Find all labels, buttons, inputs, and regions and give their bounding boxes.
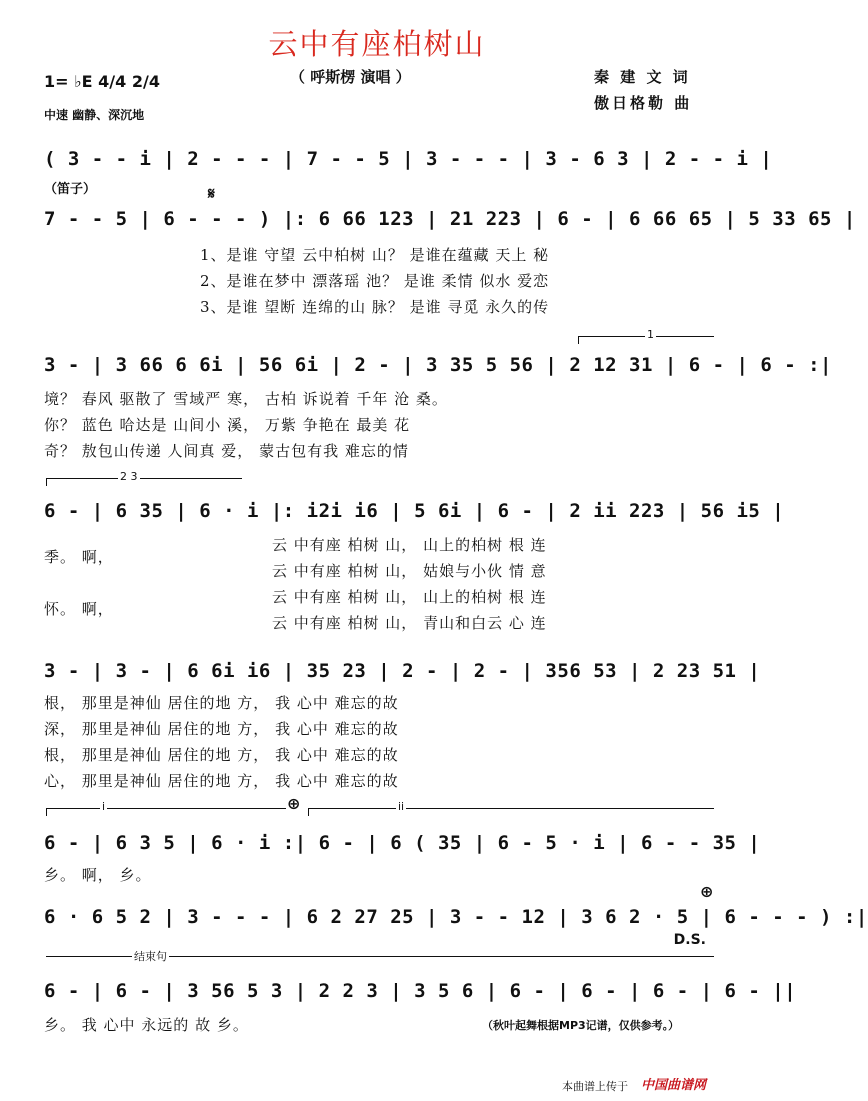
lyric-section-2: 深， 那里是神仙 居住的地 方， 我 心中 难忘的故 (44, 720, 399, 738)
lyric-section-3: 根， 那里是神仙 居住的地 方， 我 心中 难忘的故 (44, 746, 399, 764)
music-line-4: 6 - | 6 35 | 6 · i |: i2i i6 | 5 6i | 6 - | 2 ii 223 | 56 i5 | (44, 500, 785, 522)
transcription-remark: （秋叶起舞根据MP3记谱，仅供参考。） (482, 1019, 680, 1032)
lyric-final: 乡。 我 心中 永远的 故 乡。 (44, 1016, 249, 1034)
performer: （ 呼斯楞 演唱 ） (290, 68, 411, 86)
instrument-label: （笛子） (44, 182, 97, 197)
segno-sign: 𝄋 (208, 184, 215, 203)
lyric-verse-2b: 你？ 蓝色 哈达是 山间小 溪， 万紫 争艳在 最美 花 (44, 416, 411, 434)
key-signature: 1= ♭E 4/4 2/4 (44, 72, 160, 91)
lyric-section-1: 根， 那里是神仙 居住的地 方， 我 心中 难忘的故 (44, 694, 399, 712)
volta-1-tick (578, 336, 579, 344)
volta-i-label: i (102, 800, 106, 813)
dal-segno: D.S. (673, 932, 706, 948)
lyric-verse-1b: 境？ 春风 驱散了 雪域严 寒， 古柏 诉说着 千年 沧 桑。 (44, 390, 448, 408)
ending-label: 结束句 (134, 950, 167, 963)
chorus-lead-1: 季。 啊， (44, 548, 114, 566)
volta-i-tick (46, 808, 47, 816)
song-title: 云中有座柏树山 (268, 27, 486, 61)
lyric-section-4: 心， 那里是神仙 居住的地 方， 我 心中 难忘的故 (44, 772, 399, 790)
music-line-1: ( 3 - - i | 2 - - - | 7 - - 5 | 3 - - - | 3 - 6 3 | 2 - - i | (44, 148, 773, 170)
music-line-7: 6 · 6 5 2 | 3 - - - | 6 2 27 25 | 3 - - 12 | 3 6 2 · 5 | 6 - - - ) :| (44, 906, 868, 928)
music-line-5: 3 - | 3 - | 6 6i i6 | 35 23 | 2 - | 2 - | 356 53 | 2 23 51 | (44, 660, 761, 682)
volta-23-label: 2 3 (120, 470, 138, 483)
volta-i-bracket (46, 808, 286, 809)
coda-sign-1: ⊕ (287, 794, 301, 813)
refrain-line-1: 云 中有座 柏树 山， 山上的柏树 根 连 (272, 536, 547, 554)
lyric-verse-3b: 奇？ 敖包山传递 人间真 爱， 蒙古包有我 难忘的情 (44, 442, 409, 460)
volta-ii-label: ii (398, 800, 405, 813)
lyric-verse-3a: 3、是谁 望断 连绵的山 脉？ 是谁 寻觅 永久的传 (200, 298, 550, 316)
volta-23-bracket (46, 478, 242, 479)
music-line-3: 3 - | 3 66 6 6i | 56 6i | 2 - | 3 35 5 56 | 2 12 31 | 6 - | 6 - :| (44, 354, 832, 376)
music-line-6: 6 - | 6 3 5 | 6 · i :| 6 - | 6 ( 35 | 6 - 5 · i | 6 - - 35 | (44, 832, 761, 854)
upload-note: 本曲谱上传于 (562, 1080, 628, 1093)
composer: 傲日格勒 曲 (594, 94, 693, 112)
volta-1-label: 1 (647, 328, 654, 341)
volta-23-tick (46, 478, 47, 486)
chorus-lead-2: 怀。 啊， (44, 600, 114, 618)
music-line-8: 6 - | 6 - | 3 56 5 3 | 2 2 3 | 3 5 6 | 6 - | 6 - | 6 - | 6 - || (44, 980, 797, 1002)
lyric-verse-1a: 1、是谁 守望 云中柏树 山？ 是谁在蕴藏 天上 秘 (200, 246, 550, 264)
music-line-2: 7 - - 5 | 6 - - - ) |: 6 66 123 | 21 223 | 6 - | 6 66 65 | 5 33 65 | (44, 208, 856, 230)
refrain-line-4: 云 中有座 柏树 山， 青山和白云 心 连 (272, 614, 547, 632)
tempo-marking: 中速 幽静、深沉地 (44, 108, 145, 122)
lyric-ending-1: 乡。 啊， 乡。 (44, 866, 152, 884)
site-logo: 中国曲谱网 (641, 1078, 707, 1093)
refrain-line-3: 云 中有座 柏树 山， 山上的柏树 根 连 (272, 588, 547, 606)
refrain-line-2: 云 中有座 柏树 山， 姑娘与小伙 情 意 (272, 562, 547, 580)
volta-ii-bracket (308, 808, 714, 809)
lyricist: 秦 建 文 词 (594, 68, 691, 86)
lyric-verse-2a: 2、是谁在梦中 漂落瑶 池？ 是谁 柔情 似水 爱恋 (200, 272, 550, 290)
coda-sign-2: ⊕ (700, 882, 714, 901)
volta-ii-tick (308, 808, 309, 816)
